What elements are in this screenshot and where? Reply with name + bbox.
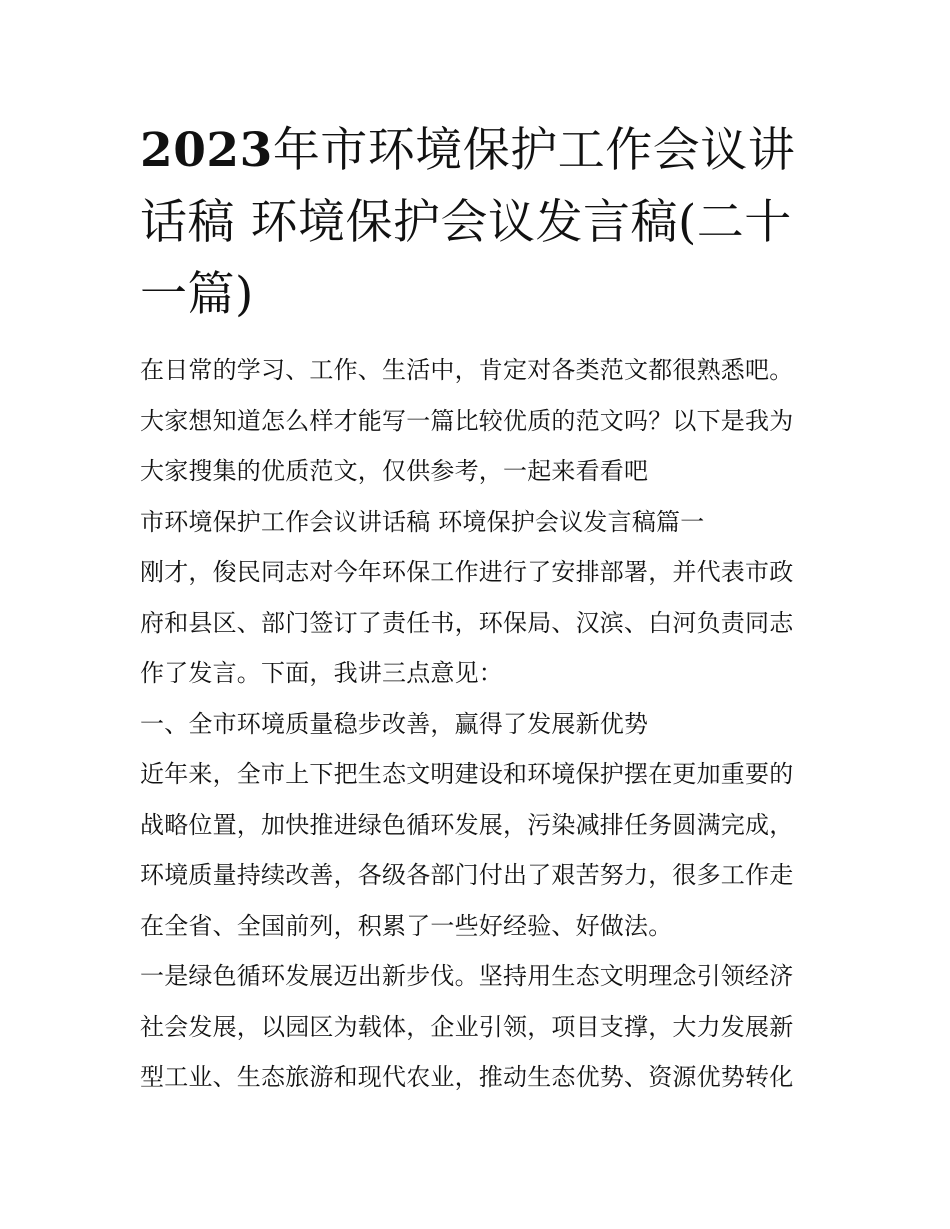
body-line: 府和县区、部门签订了责任书，环保局、汉滨、白河负责同志 bbox=[140, 608, 794, 637]
body-line: 战略位置，加快推进绿色循环发展，污染减排任务圆满完成， bbox=[140, 810, 794, 839]
body-line: 刚才，俊民同志对今年环保工作进行了安排部署，并代表市政 bbox=[140, 558, 794, 586]
body-line: 社会发展，以园区为载体，企业引领，项目支撑，大力发展新 bbox=[140, 1012, 794, 1041]
body-line: 型工业、生态旅游和现代农业，推动生态优势、资源优势转化 bbox=[140, 1063, 794, 1091]
section-heading: 市环境保护工作会议讲话稿 环境保护会议发言稿篇一 bbox=[140, 507, 705, 536]
body-line: 大家想知道怎么样才能写一篇比较优质的范文吗？以下是我为 bbox=[140, 406, 794, 435]
body-line: 在全省、全国前列，积累了一些好经验、好做法。 bbox=[140, 911, 673, 940]
document-title bbox=[140, 115, 810, 331]
title-text: 年市环境保护工作会议讲话稿 环境保护会议发言稿(二十一篇) bbox=[140, 123, 796, 322]
body-line: 大家搜集的优质范文，仅供参考，一起来看看吧 bbox=[140, 457, 649, 485]
body-line: 作了发言。下面，我讲三点意见： bbox=[140, 659, 503, 687]
section-heading: 一、全市环境质量稳步改善，赢得了发展新优势 bbox=[140, 709, 649, 738]
body-line: 在日常的学习、工作、生活中，肯定对各类范文都很熟悉吧。 bbox=[140, 356, 794, 384]
body-line: 一是绿色循环发展迈出新步伐。坚持用生态文明理念引领经济 bbox=[140, 962, 794, 990]
title-year: 2023 bbox=[140, 123, 273, 178]
body-line: 环境质量持续改善，各级各部门付出了艰苦努力，很多工作走 bbox=[140, 861, 794, 889]
document-body bbox=[140, 345, 820, 1103]
body-line: 近年来，全市上下把生态文明建设和环境保护摆在更加重要的 bbox=[140, 760, 794, 788]
